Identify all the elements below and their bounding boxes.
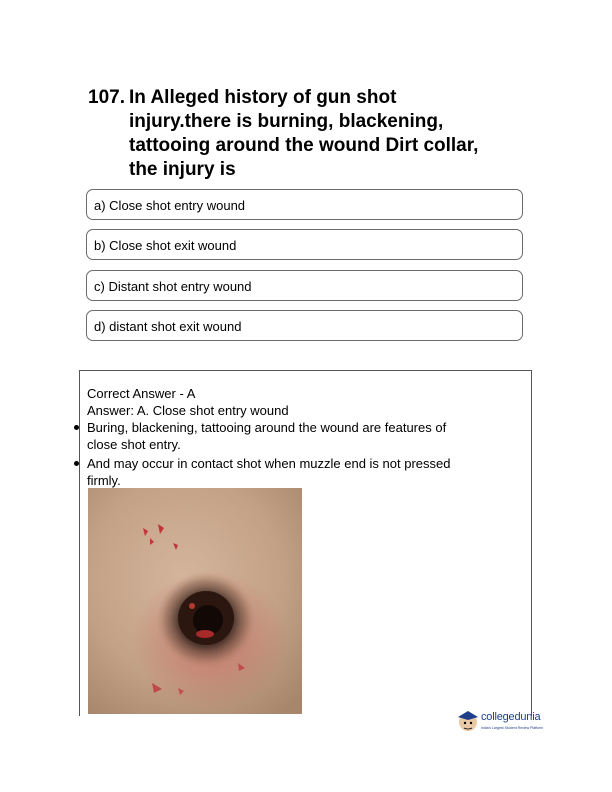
option-a[interactable]: a) Close shot entry wound xyxy=(86,189,523,220)
option-d[interactable]: d) distant shot exit wound xyxy=(86,310,523,341)
correct-answer: Correct Answer - A xyxy=(87,386,196,401)
question-line-2: injury.there is burning, blackening, xyxy=(129,111,444,132)
bullet-icon xyxy=(74,425,79,430)
option-c[interactable]: c) Distant shot entry wound xyxy=(86,270,523,301)
question-text xyxy=(88,86,528,182)
bullet-2-line-2: firmly. xyxy=(87,473,121,488)
bullet-icon xyxy=(74,461,79,466)
answer-explanation: Answer: A. Close shot entry wound xyxy=(87,403,289,418)
question-line-4: the injury is xyxy=(129,159,236,180)
question-line-1: In Alleged history of gun shot xyxy=(129,87,397,108)
question-line-3: tattooing around the wound Dirt collar, xyxy=(129,135,479,156)
logo-tagline: India's Largest Student Review Platform xyxy=(481,726,544,730)
bullet-1-line-1: Buring, blackening, tattooing around the wound are features of xyxy=(87,420,447,435)
question xyxy=(88,86,528,182)
gunshot-wound-photo xyxy=(88,488,302,714)
logo-brand: collegedunia xyxy=(481,711,541,723)
bullet-2-line-1: And may occur in contact shot when muzzle end is not pressed xyxy=(87,456,451,471)
option-b[interactable]: b) Close shot exit wound xyxy=(86,229,523,260)
bullet-1-line-2: close shot entry. xyxy=(87,437,181,452)
question-number: 107. xyxy=(88,87,125,108)
